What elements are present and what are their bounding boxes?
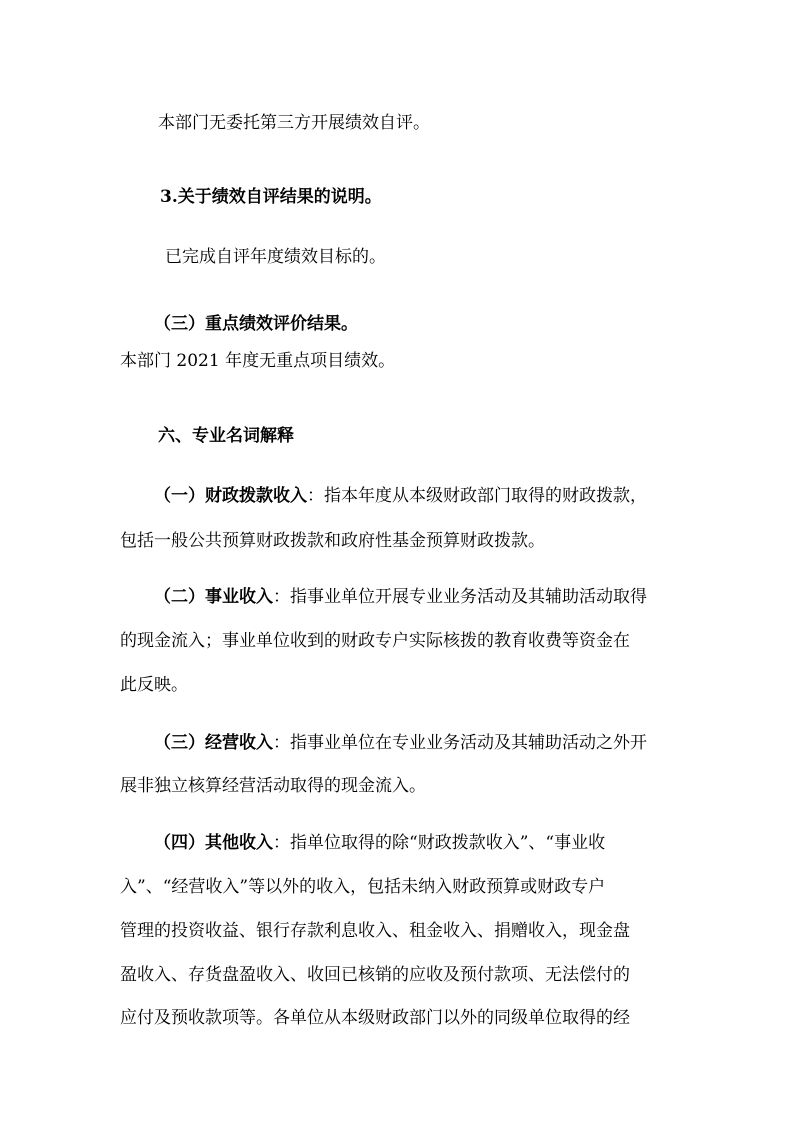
paragraph-line: 展非独立核算经营活动取得的现金流入。 (120, 776, 426, 796)
definition-term: （一）财政拨款收入 (154, 486, 307, 506)
paragraph-line: 包括一般公共预算财政拨款和政府性基金预算财政拨款。 (120, 531, 545, 551)
section-heading: （三）重点绩效评价结果。 (154, 314, 358, 334)
paragraph-line: 本部门 2021 年度无重点项目绩效。 (120, 351, 396, 371)
paragraph-line: 已完成自评年度绩效目标的。 (165, 247, 386, 267)
paragraph-line: 盈收入、存货盘盈收入、收回已核销的应收及预付款项、无法偿付的 (120, 965, 630, 985)
definition-text: ：指本年度从本级财政部门取得的财政拨款， (307, 486, 647, 506)
paragraph-line: 应付及预收款项等。各单位从本级财政部门以外的同级单位取得的经 (120, 1008, 630, 1028)
paragraph-line: 此反映。 (120, 675, 188, 695)
definition-term: （三）经营收入 (154, 733, 273, 753)
definition-line (154, 485, 647, 507)
definition-term: （四）其他收入 (154, 833, 273, 853)
definition-term: （二）事业收入 (154, 587, 273, 607)
definition-text: ：指单位取得的除“财政拨款收入”、“事业收 (273, 833, 606, 853)
definition-line (154, 832, 605, 854)
definition-line (154, 732, 647, 754)
paragraph-line: 入”、“经营收入”等以外的收入，包括未纳入财政预算或财政专户 (120, 877, 606, 897)
section-heading: 六、专业名词解释 (158, 426, 294, 446)
definition-text: ：指事业单位在专业业务活动及其辅助活动之外开 (273, 733, 647, 753)
paragraph-line: 的现金流入；事业单位收到的财政专户实际核拨的教育收费等资金在 (120, 631, 630, 651)
paragraph-line: 管理的投资收益、银行存款利息收入、租金收入、捐赠收入，现金盘 (120, 921, 630, 941)
section-heading: 3.关于绩效自评结果的说明。 (160, 187, 382, 207)
paragraph-line: 本部门无委托第三方开展绩效自评。 (158, 113, 430, 133)
definition-line (154, 586, 647, 608)
definition-text: ：指事业单位开展专业业务活动及其辅助活动取得 (273, 587, 647, 607)
